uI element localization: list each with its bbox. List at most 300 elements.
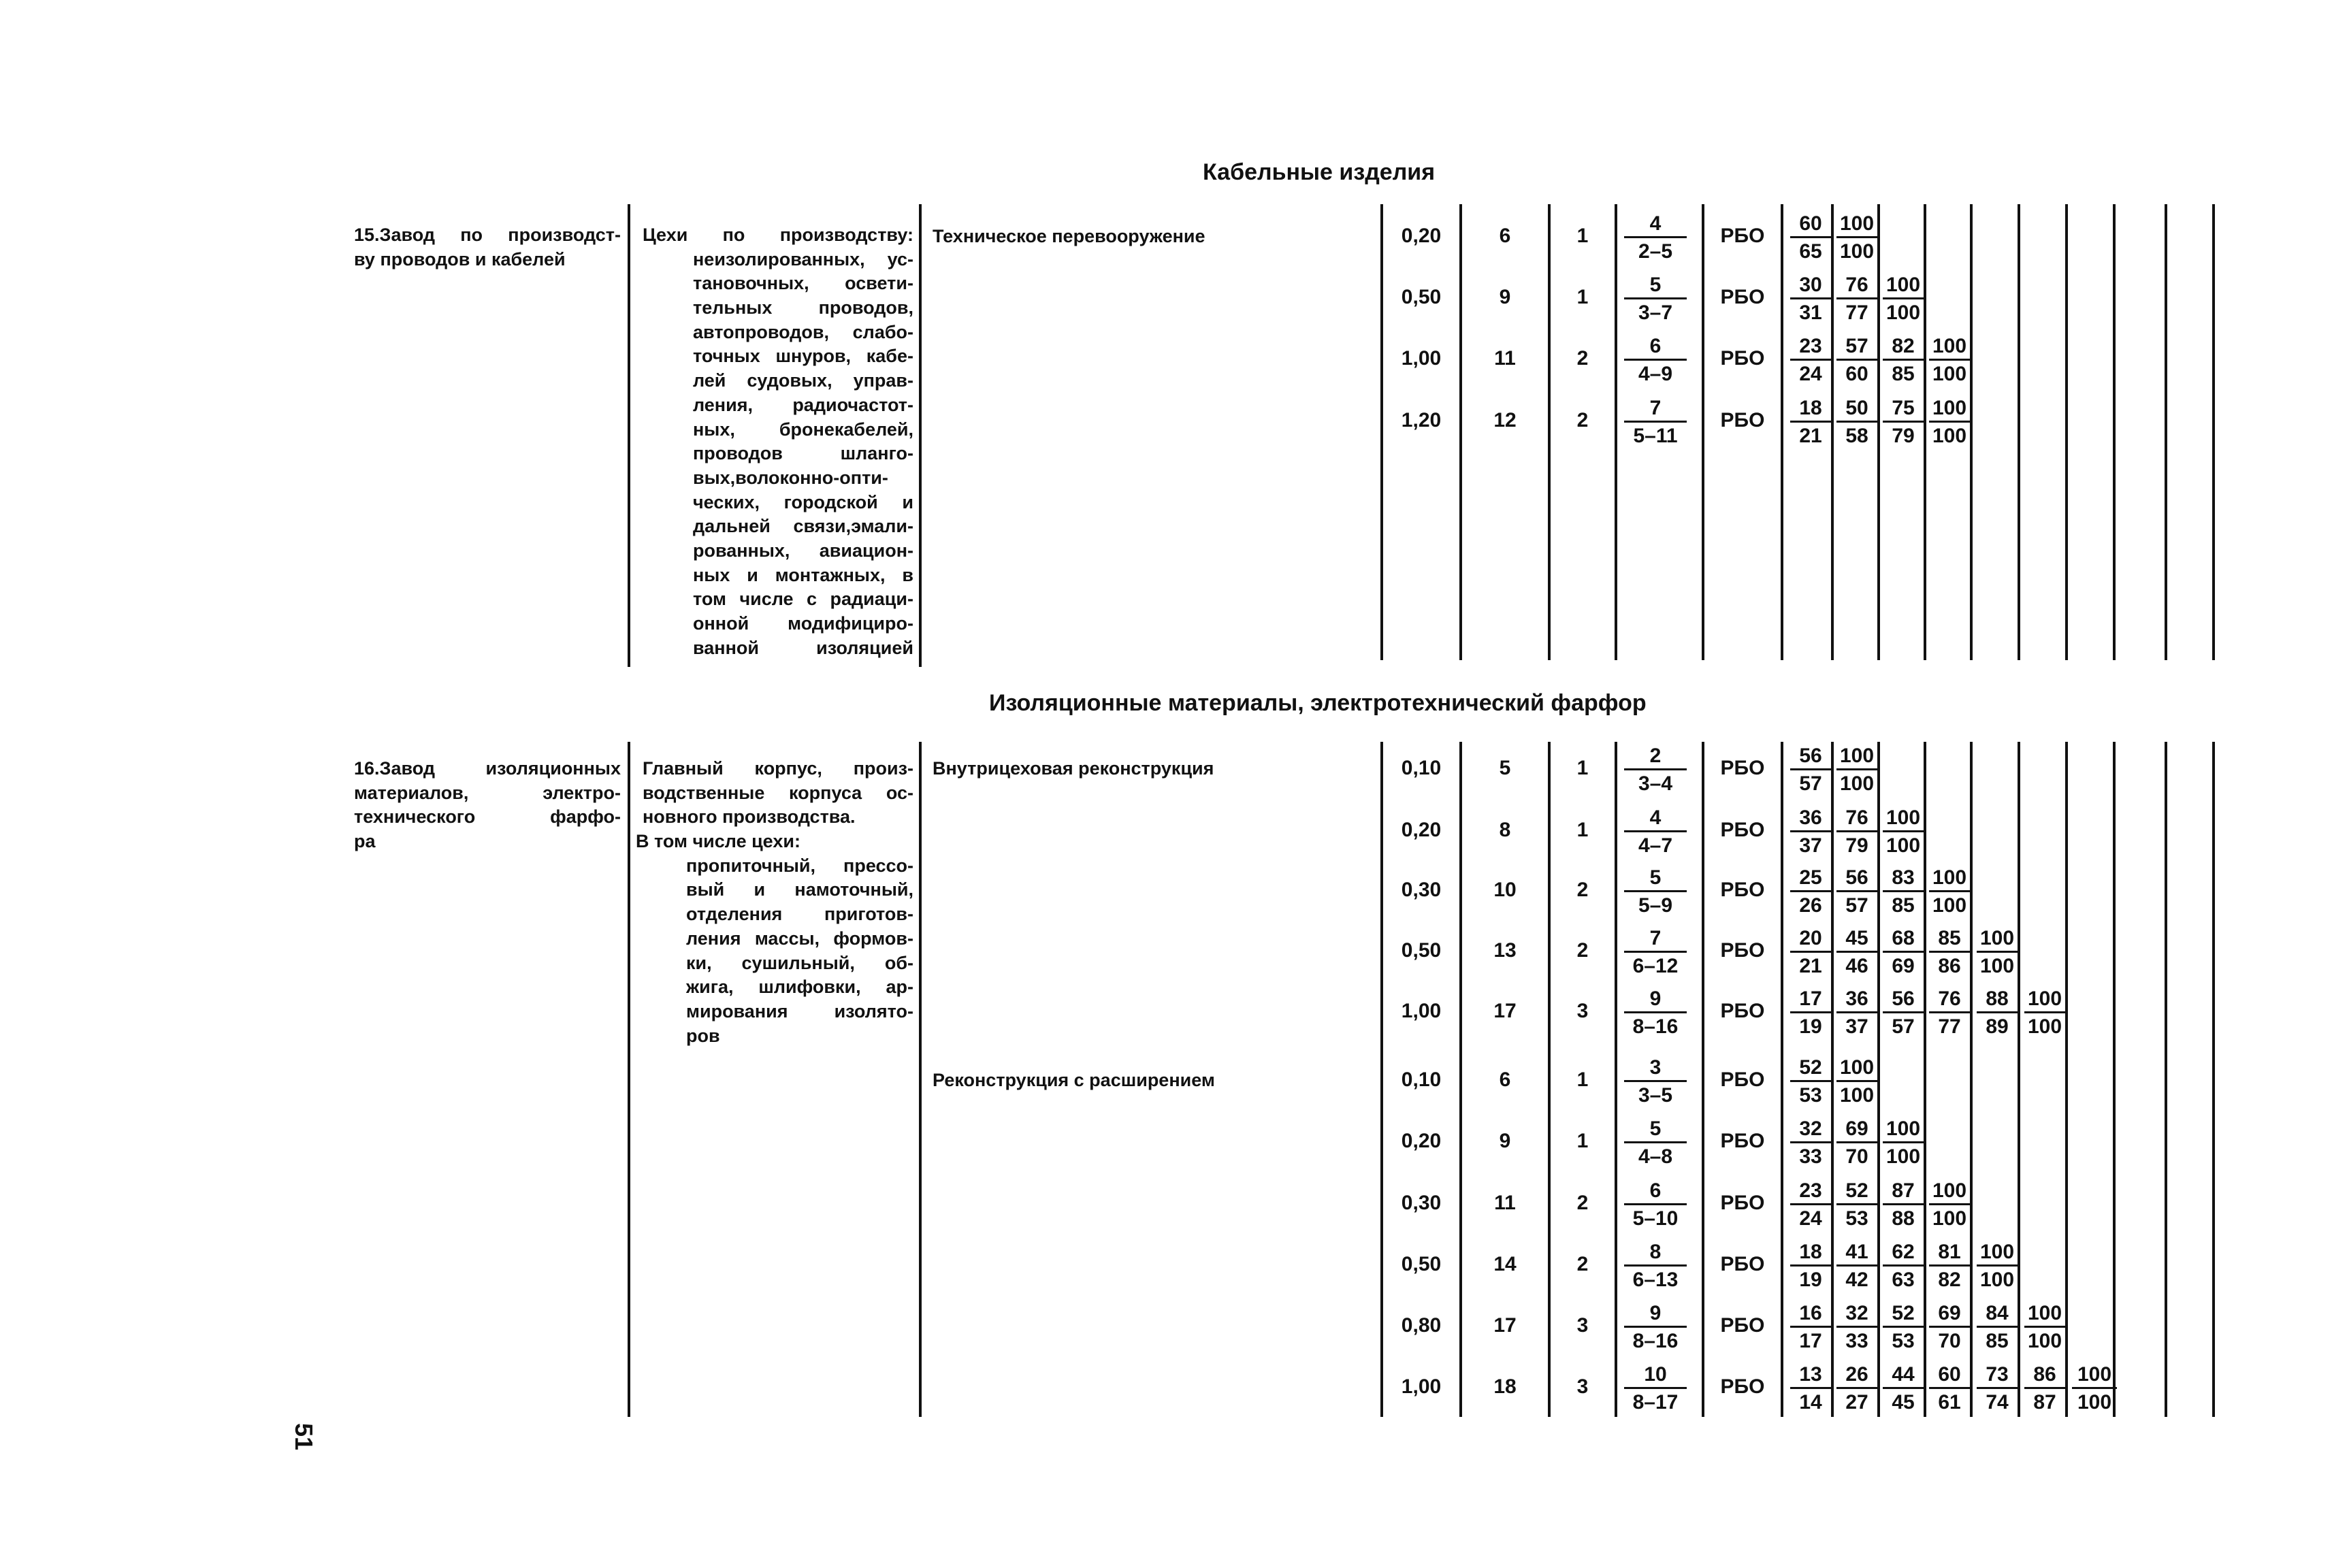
grid-vline	[1831, 204, 1834, 660]
percent-denominator: 21	[1799, 425, 1822, 447]
percent-fraction	[1790, 1363, 1831, 1414]
percent-bar	[2024, 1011, 2065, 1013]
percent-bar	[1790, 1011, 1831, 1013]
shops-line: новного производства.	[643, 806, 856, 828]
percent-bar	[1929, 1011, 1970, 1013]
percent-numerator: 76	[1845, 274, 1868, 296]
percent-denominator: 61	[1938, 1391, 1961, 1414]
stage-count: 2	[1576, 939, 1589, 962]
shops-list-16	[636, 757, 913, 1048]
fraction-range	[1624, 927, 1687, 978]
grid-vline	[2165, 204, 2167, 660]
fraction-bar	[1624, 1080, 1687, 1082]
percent-fraction	[1836, 1179, 1877, 1230]
percent-denominator: 42	[1845, 1269, 1868, 1291]
percent-bar	[2024, 1387, 2065, 1389]
percent-denominator: 88	[1892, 1207, 1915, 1230]
percent-numerator: 20	[1799, 927, 1822, 949]
fraction-denominator: 4–7	[1638, 834, 1673, 857]
percent-numerator: 100	[1839, 212, 1875, 235]
stage-count: 2	[1576, 879, 1589, 901]
percent-bar	[2072, 1387, 2117, 1389]
percent-numerator: 25	[1799, 866, 1822, 889]
percent-fraction	[1929, 1241, 1970, 1292]
duration-value: 6	[1499, 225, 1511, 247]
fraction-bar	[1624, 1141, 1687, 1143]
percent-denominator: 100	[2027, 1015, 2062, 1038]
percent-denominator: 100	[1885, 1145, 1921, 1168]
percent-fraction	[1790, 212, 1831, 263]
percent-denominator: 53	[1799, 1084, 1822, 1107]
fraction-range	[1624, 1056, 1687, 1107]
cost-value: 0,50	[1401, 286, 1442, 308]
work-type-15: Техническое перевооружение	[933, 226, 1205, 246]
percent-denominator: 57	[1799, 772, 1822, 795]
percent-fraction	[1929, 987, 1970, 1039]
cost-value: 0,50	[1401, 1253, 1442, 1275]
fraction-denominator: 3–4	[1638, 772, 1673, 795]
name-line: 16.Завод изоляционных	[354, 758, 621, 779]
percent-fraction	[1883, 1117, 1924, 1169]
shops-line: ных и монтажных, в	[693, 564, 913, 585]
percent-numerator: 75	[1892, 397, 1915, 419]
fraction-numerator: 7	[1649, 397, 1662, 419]
stage-count: 1	[1576, 225, 1589, 247]
grid-vline	[1548, 204, 1551, 660]
shops-line: проводов шланго-	[693, 443, 913, 464]
fraction-range	[1624, 397, 1687, 448]
percent-bar	[1977, 951, 2018, 953]
section-title-insulation: Изоляционные материалы, электротехнический фарфор	[989, 690, 1647, 716]
percent-bar	[1883, 359, 1924, 361]
percent-denominator: 63	[1892, 1269, 1915, 1291]
percent-bar	[1929, 1387, 1970, 1389]
percent-bar	[1883, 1264, 1924, 1267]
percent-numerator: 16	[1799, 1302, 1822, 1324]
percent-denominator: 100	[1839, 772, 1875, 795]
percent-bar	[1836, 890, 1877, 892]
percent-bar	[1929, 1203, 1970, 1205]
percent-fraction	[1790, 927, 1831, 978]
percent-numerator: 68	[1892, 927, 1915, 949]
percent-bar	[1929, 1264, 1970, 1267]
rbo-label: РБО	[1720, 757, 1765, 779]
percent-denominator: 19	[1799, 1015, 1822, 1038]
percent-fraction	[1883, 987, 1924, 1039]
percent-fraction	[1929, 927, 1970, 978]
percent-numerator: 56	[1799, 745, 1822, 767]
percent-fraction	[1790, 806, 1831, 858]
percent-numerator: 52	[1892, 1302, 1915, 1324]
percent-bar	[1883, 1387, 1924, 1389]
percent-bar	[1883, 1011, 1924, 1013]
grid-vline	[2018, 742, 2020, 1417]
shops-sub-line: жига, шлифовки, ар-	[686, 977, 913, 998]
fraction-range	[1624, 1179, 1687, 1230]
page-number: 51	[290, 1422, 319, 1451]
percent-bar	[1929, 421, 1970, 423]
percent-fraction	[1883, 1302, 1924, 1353]
percent-numerator: 52	[1799, 1056, 1822, 1079]
shops-sub-line: ления массы, формов-	[686, 928, 913, 949]
stage-count: 2	[1576, 1253, 1589, 1275]
cost-value: 0,20	[1401, 1130, 1442, 1152]
percent-denominator: 100	[1839, 240, 1875, 263]
percent-fraction	[1977, 987, 2018, 1039]
fraction-bar	[1624, 359, 1687, 361]
fraction-denominator: 6–13	[1632, 1269, 1679, 1291]
percent-bar	[1836, 830, 1877, 832]
duration-value: 12	[1493, 409, 1517, 431]
shops-line: ческих, городской и	[693, 491, 913, 512]
percent-fraction	[1790, 1117, 1831, 1169]
fraction-range	[1624, 212, 1687, 263]
percent-numerator: 56	[1845, 866, 1868, 889]
percent-numerator: 60	[1938, 1363, 1961, 1386]
percent-denominator: 100	[1979, 1269, 2015, 1291]
stage-count: 1	[1576, 1130, 1589, 1152]
percent-numerator: 30	[1799, 274, 1822, 296]
percent-numerator: 100	[1932, 1179, 1967, 1202]
grid-vline	[2018, 204, 2020, 660]
percent-numerator: 100	[2077, 1363, 2112, 1386]
percent-bar	[1836, 236, 1877, 238]
percent-bar	[1790, 1264, 1831, 1267]
percent-denominator: 82	[1938, 1269, 1961, 1291]
percent-numerator: 100	[1839, 745, 1875, 767]
fraction-bar	[1624, 421, 1687, 423]
grid-vline	[2212, 742, 2215, 1417]
percent-fraction	[1836, 866, 1877, 917]
percent-fraction	[1836, 806, 1877, 858]
grid-vline	[1702, 204, 1704, 660]
percent-bar	[1790, 951, 1831, 953]
fraction-numerator: 5	[1649, 274, 1662, 296]
percent-fraction	[1836, 1363, 1877, 1414]
rbo-label: РБО	[1720, 1192, 1765, 1214]
percent-fraction	[1883, 1363, 1924, 1414]
percent-fraction	[1836, 212, 1877, 263]
rbo-label: РБО	[1720, 1375, 1765, 1398]
percent-numerator: 45	[1845, 927, 1868, 949]
percent-bar	[1836, 1203, 1877, 1205]
grid-vline	[2113, 742, 2116, 1417]
percent-fraction	[1790, 335, 1831, 386]
fraction-denominator: 8–16	[1632, 1015, 1679, 1038]
percent-bar	[1790, 1080, 1831, 1082]
fraction-bar	[1624, 951, 1687, 953]
percent-denominator: 19	[1799, 1269, 1822, 1291]
percent-fraction	[2024, 1363, 2065, 1414]
shops-line: водственные корпуса ос-	[643, 782, 913, 803]
percent-denominator: 69	[1892, 955, 1915, 977]
percent-denominator: 70	[1845, 1145, 1868, 1168]
grid-vline	[2065, 204, 2068, 660]
percent-fraction	[1790, 274, 1831, 325]
percent-denominator: 89	[1986, 1015, 2009, 1038]
percent-fraction	[1836, 1056, 1877, 1107]
grid-vline	[1970, 742, 1973, 1417]
percent-numerator: 100	[1885, 274, 1921, 296]
percent-fraction	[1977, 1363, 2018, 1414]
shops-line: онной модифициро-	[693, 613, 913, 634]
work-type-16-a: Внутрицеховая реконструкция	[933, 758, 1214, 779]
percent-bar	[1790, 1387, 1831, 1389]
shops-subhead: В том числе цехи:	[636, 831, 800, 852]
percent-denominator: 45	[1892, 1391, 1915, 1414]
percent-bar	[1929, 890, 1970, 892]
percent-denominator: 100	[1839, 1084, 1875, 1107]
percent-denominator: 100	[2077, 1391, 2112, 1414]
cost-value: 0,20	[1401, 819, 1442, 841]
duration-value: 9	[1499, 1130, 1511, 1152]
percent-denominator: 100	[1885, 301, 1921, 324]
percent-denominator: 14	[1799, 1391, 1822, 1414]
percent-bar	[1836, 768, 1877, 770]
percent-numerator: 44	[1892, 1363, 1915, 1386]
fraction-bar	[1624, 1387, 1687, 1389]
section-title-cable: Кабельные изделия	[1203, 159, 1436, 185]
grid-vline	[1831, 742, 1834, 1417]
percent-denominator: 58	[1845, 425, 1868, 447]
item-name-16	[354, 757, 621, 854]
fraction-range	[1624, 806, 1687, 858]
fraction-bar	[1624, 297, 1687, 299]
shops-line: дальней связи,эмали-	[693, 516, 913, 537]
shops-line: вых,волоконно-опти-	[693, 467, 888, 488]
stage-count: 2	[1576, 1192, 1589, 1214]
fraction-bar	[1624, 1326, 1687, 1328]
percent-bar	[1790, 359, 1831, 361]
percent-numerator: 69	[1845, 1117, 1868, 1140]
rbo-label: РБО	[1720, 1253, 1765, 1275]
duration-value: 5	[1499, 757, 1511, 779]
percent-numerator: 84	[1986, 1302, 2009, 1324]
shops-line: Главный корпус, произ-	[643, 758, 913, 779]
grid-vline	[1781, 204, 1783, 660]
fraction-range	[1624, 1363, 1687, 1414]
percent-numerator: 56	[1892, 987, 1915, 1010]
percent-fraction	[1836, 397, 1877, 448]
percent-numerator: 26	[1845, 1363, 1868, 1386]
percent-denominator: 100	[1932, 894, 1967, 917]
percent-denominator: 65	[1799, 240, 1822, 263]
percent-denominator: 37	[1799, 834, 1822, 857]
percent-numerator: 69	[1938, 1302, 1961, 1324]
percent-fraction	[1883, 927, 1924, 978]
percent-fraction	[1929, 1363, 1970, 1414]
shops-sub-line: отделения приготов-	[686, 904, 913, 925]
shops-list-15	[643, 223, 913, 660]
percent-numerator: 83	[1892, 866, 1915, 889]
percent-numerator: 18	[1799, 1241, 1822, 1263]
fraction-numerator: 4	[1649, 212, 1662, 235]
percent-bar	[1977, 1264, 2018, 1267]
percent-denominator: 100	[1932, 425, 1967, 447]
percent-denominator: 79	[1845, 834, 1868, 857]
percent-denominator: 85	[1892, 363, 1915, 385]
cost-value: 0,10	[1401, 1068, 1442, 1091]
stage-count: 1	[1576, 286, 1589, 308]
percent-numerator: 41	[1845, 1241, 1868, 1263]
percent-denominator: 79	[1892, 425, 1915, 447]
percent-bar	[1836, 1011, 1877, 1013]
percent-fraction	[1836, 274, 1877, 325]
grid-vline	[1877, 742, 1880, 1417]
percent-bar	[1977, 1387, 2018, 1389]
stage-count: 3	[1576, 1375, 1589, 1398]
fraction-numerator: 2	[1649, 745, 1662, 767]
fraction-bar	[1624, 236, 1687, 238]
stage-count: 3	[1576, 1000, 1589, 1022]
fraction-range	[1624, 335, 1687, 386]
percent-denominator: 33	[1845, 1330, 1868, 1352]
fraction-denominator: 3–7	[1638, 301, 1673, 324]
grid-vline	[1380, 204, 1383, 660]
percent-fraction	[1836, 335, 1877, 386]
grid-vline	[2165, 742, 2167, 1417]
cost-value: 0,30	[1401, 1192, 1442, 1214]
duration-value: 6	[1499, 1068, 1511, 1091]
percent-bar	[1790, 236, 1831, 238]
fraction-denominator: 8–16	[1632, 1330, 1679, 1352]
percent-denominator: 53	[1892, 1330, 1915, 1352]
cost-value: 1,20	[1401, 409, 1442, 431]
percent-numerator: 13	[1799, 1363, 1822, 1386]
grid-vline	[1970, 204, 1973, 660]
percent-numerator: 81	[1938, 1241, 1961, 1263]
fraction-denominator: 6–12	[1632, 955, 1679, 977]
shops-line: рованных, авиацион-	[693, 540, 913, 561]
rbo-label: РБО	[1720, 347, 1765, 370]
fraction-denominator: 2–5	[1638, 240, 1673, 263]
fraction-numerator: 7	[1649, 927, 1662, 949]
rbo-label: РБО	[1720, 1130, 1765, 1152]
percent-fraction	[1790, 1302, 1831, 1353]
percent-fraction	[1790, 1179, 1831, 1230]
percent-denominator: 53	[1845, 1207, 1868, 1230]
percent-fraction	[2024, 987, 2065, 1039]
percent-numerator: 62	[1892, 1241, 1915, 1263]
rbo-label: РБО	[1720, 1314, 1765, 1337]
percent-fraction	[1977, 1302, 2018, 1353]
stage-count: 2	[1576, 347, 1589, 370]
percent-fraction	[1836, 1241, 1877, 1292]
percent-bar	[1790, 1326, 1831, 1328]
fraction-numerator: 9	[1649, 987, 1662, 1010]
percent-fraction	[1883, 1241, 1924, 1292]
duration-value: 14	[1493, 1253, 1517, 1275]
percent-bar	[1883, 1326, 1924, 1328]
percent-numerator: 36	[1799, 806, 1822, 829]
duration-value: 8	[1499, 819, 1511, 841]
fraction-range	[1624, 1117, 1687, 1169]
percent-denominator: 85	[1986, 1330, 2009, 1352]
percent-fraction	[2024, 1302, 2065, 1353]
cost-value: 0,80	[1401, 1314, 1442, 1337]
grid-vline	[919, 204, 922, 667]
shops-sub-line: ров	[686, 1025, 720, 1046]
duration-value: 11	[1494, 347, 1516, 370]
percent-bar	[1883, 1203, 1924, 1205]
percent-denominator: 77	[1938, 1015, 1961, 1038]
cost-value: 1,00	[1401, 1375, 1442, 1398]
percent-numerator: 36	[1845, 987, 1868, 1010]
percent-bar	[1929, 1326, 1970, 1328]
shops-line: ных, бронекабелей,	[693, 419, 913, 440]
percent-bar	[2024, 1326, 2065, 1328]
grid-vline	[628, 742, 630, 1417]
percent-bar	[1883, 297, 1924, 299]
item-name-15	[354, 223, 621, 272]
percent-fraction	[1883, 335, 1924, 386]
rbo-label: РБО	[1720, 409, 1765, 431]
percent-fraction	[1790, 987, 1831, 1039]
percent-numerator: 52	[1845, 1179, 1868, 1202]
shops-sub-line: мирования изолято-	[686, 1000, 913, 1022]
fraction-range	[1624, 1302, 1687, 1353]
cost-value: 0,30	[1401, 879, 1442, 901]
rbo-label: РБО	[1720, 1068, 1765, 1091]
grid-vline	[1877, 204, 1880, 660]
duration-value: 10	[1493, 879, 1517, 901]
percent-bar	[1929, 951, 1970, 953]
percent-numerator: 23	[1799, 335, 1822, 357]
percent-fraction	[2072, 1363, 2117, 1414]
percent-denominator: 60	[1845, 363, 1868, 385]
percent-denominator: 33	[1799, 1145, 1822, 1168]
stage-count: 1	[1576, 757, 1589, 779]
percent-denominator: 70	[1938, 1330, 1961, 1352]
percent-denominator: 100	[1932, 363, 1967, 385]
percent-fraction	[1790, 1056, 1831, 1107]
fraction-denominator: 8–17	[1632, 1391, 1679, 1414]
percent-denominator: 46	[1845, 955, 1868, 977]
stage-count: 1	[1576, 1068, 1589, 1091]
percent-numerator: 57	[1845, 335, 1868, 357]
fraction-range	[1624, 987, 1687, 1039]
percent-numerator: 100	[1979, 927, 2015, 949]
percent-numerator: 100	[2027, 1302, 2062, 1324]
percent-fraction	[1790, 745, 1831, 796]
percent-fraction	[1977, 1241, 2018, 1292]
percent-bar	[1883, 421, 1924, 423]
duration-value: 9	[1499, 286, 1511, 308]
percent-denominator: 37	[1845, 1015, 1868, 1038]
percent-bar	[1836, 297, 1877, 299]
shops-line: лей судовых, управ-	[693, 370, 913, 391]
percent-numerator: 76	[1845, 806, 1868, 829]
percent-fraction	[1836, 1302, 1877, 1353]
grid-vline	[1924, 742, 1926, 1417]
percent-bar	[1836, 1141, 1877, 1143]
duration-value: 17	[1493, 1000, 1517, 1022]
fraction-numerator: 10	[1644, 1363, 1667, 1386]
fraction-bar	[1624, 1264, 1687, 1267]
cost-value: 0,10	[1401, 757, 1442, 779]
percent-bar	[1790, 421, 1831, 423]
percent-denominator: 100	[1885, 834, 1921, 857]
percent-bar	[1790, 768, 1831, 770]
percent-numerator: 100	[1932, 335, 1967, 357]
percent-numerator: 50	[1845, 397, 1868, 419]
shops-line: том числе с радиаци-	[693, 589, 913, 610]
fraction-range	[1624, 274, 1687, 325]
shops-line: Цехи по производству:	[643, 225, 913, 245]
percent-bar	[1883, 890, 1924, 892]
percent-bar	[1883, 951, 1924, 953]
work-type-16-b: Реконструкция с расширением	[933, 1070, 1215, 1090]
